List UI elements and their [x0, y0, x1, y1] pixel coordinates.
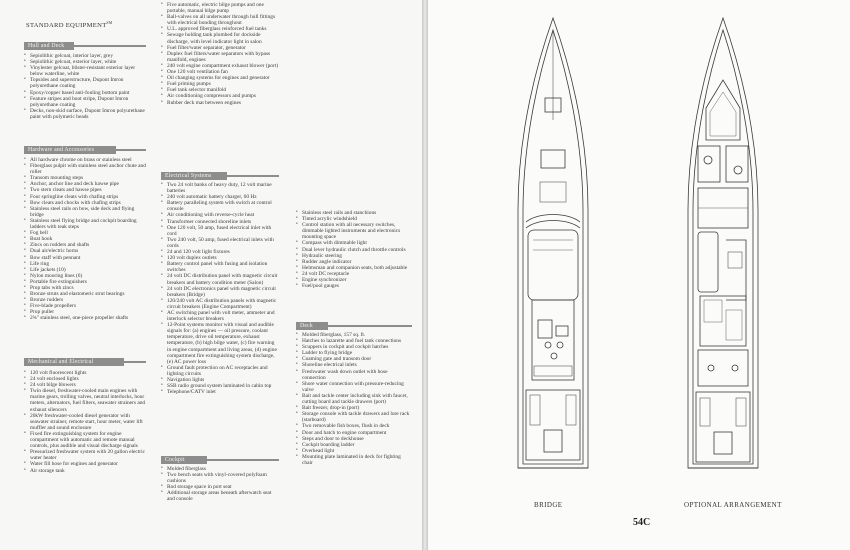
list-item: • Cockpit boarding ladder [296, 442, 412, 448]
list-item: • Two 24 volt banks of heavy duty, 12 volt marine batteries [161, 182, 279, 194]
list-item: • 120/240 volt AC distribution panels with magnetic circuit breakers (Engine Compartment) [161, 298, 279, 310]
list-item: • Fixed fire extinguishing system for engine compartment with automatic and remote manual controls, plus audible and visual discharge signals [24, 431, 146, 449]
list-item: • Bronze rudders [24, 297, 146, 303]
list-item: • Ladder to flying bridge [296, 350, 412, 356]
list-item: • Bow cleats and chocks with chafing strips [24, 200, 146, 206]
electrical-list [161, 182, 279, 395]
list-item: • Control station with all necessary switches, dimmable lighted instruments and electronics mounting space [296, 222, 412, 240]
section-rule [74, 45, 146, 47]
list-item: • Fuel/pool gauges [296, 283, 412, 289]
section-title-hull: Hull and Deck [24, 42, 74, 50]
list-item: • Tinted acrylic windshield [296, 216, 412, 222]
list-item: • Mounting plate laminated in deck for fighting chair [296, 454, 412, 466]
page-heading [26, 21, 112, 29]
page-number: 54C [633, 517, 651, 528]
caption-bridge: BRIDGE [534, 501, 563, 509]
list-item: • Shore water connection with pressure-reducing valve [296, 381, 412, 393]
list-item: • Nylon mooring lines (6) [24, 273, 146, 279]
list-item: • Rudder angle indicator [296, 259, 412, 265]
list-item: • Epoxy/copper based anti-fouling bottom paint [24, 90, 146, 96]
list-item: • 24 and 120 volt light fixtures [161, 249, 279, 255]
list-item: • Two removable fish boxes, flush in deck [296, 423, 412, 429]
list-item: • Fuel filter/water separator, generator [161, 45, 279, 51]
list-item: • Transformer connected shoreline inlets [161, 219, 279, 225]
list-item: • Bronze struts and elastomeric strut bearings [24, 291, 146, 297]
section-rule [328, 325, 412, 327]
section-title-deck: Deck [296, 322, 328, 330]
hardware-list [24, 157, 146, 322]
list-item: • U.L. approved fiberglass reinforced fuel tanks [161, 26, 279, 32]
section-title-mechanical: Mechanical and Electrical [24, 358, 124, 366]
list-item: • Five-blade propellers [24, 303, 146, 309]
list-item: • 240 volt automatic battery charger, 60 Hz [161, 194, 279, 200]
list-item: • Coaming gate and transom door [296, 356, 412, 362]
list-item: • Sepiolithic gelcoat, exterior layer, white [24, 59, 146, 65]
list-item: • Shoreline electrical inlets [296, 362, 412, 368]
list-item: • Telephone/CATV inlet [161, 389, 279, 395]
list-item: • Oil changing systems for engines and generator [161, 75, 279, 81]
list-item: • Prop puller [24, 309, 146, 315]
list-item: • Air storage tank [24, 468, 146, 474]
list-item: • Battery paralleling system with switch at control console [161, 200, 279, 212]
list-item: • 24 volt bilge blowers [24, 382, 146, 388]
list-item: • Overhead light [296, 448, 412, 454]
list-item: • Decks, non-skid surface, Dupont Imron polyurethane paint with polymeric beads [24, 108, 146, 120]
list-item: • 24 volt DC receptacle [296, 271, 412, 277]
section-title-cockpit: Cockpit [161, 456, 207, 464]
list-item: • Anchor, anchor line and deck hawse pipe [24, 181, 146, 187]
list-item: • Molded fiberglass, 157 sq. ft. [296, 332, 412, 338]
list-item: • 2¾" stainless steel, one-piece propeller shafts [24, 315, 146, 321]
list-item: • Bow staff with pennant [24, 255, 146, 261]
list-item: • Fuel tank selector manifold [161, 87, 279, 93]
section-title-hardware: Hardware and Accessories [24, 146, 116, 154]
list-item: • Sewage holding tank plumbed for dockside discharge, with level indicator light in salon [161, 32, 279, 44]
list-item: • Storage console with tackle drawers and lure rack (starboard) [296, 411, 412, 423]
list-item: • Twin diesel, freshwater-cooled main engines with marine gears, trolling valves, neutral interlocks, hour meters, alternators, fuel filters, seawater strainers and exhaust silencers [24, 388, 146, 412]
list-item: • Feature stripes and boot stripe, Dupont Imron polyurethane coating [24, 96, 146, 108]
list-item: • Engine synchronizer [296, 277, 412, 283]
caption-optional-arrangement: OPTIONAL ARRANGEMENT [684, 501, 782, 509]
list-item: • Freshwater wash down outlet with hose connection [296, 369, 412, 381]
list-item: • Dual lever hydraulic clutch and throttle controls [296, 247, 412, 253]
list-item: • Navigation lights [161, 377, 279, 383]
bridge-plan [518, 18, 588, 468]
cockpit-list [161, 466, 279, 503]
list-item: • Steps and door to deckhouse [296, 436, 412, 442]
list-item: • Transom mounting steps [24, 175, 146, 181]
list-item: • Air conditioning compressors and pumps [161, 93, 279, 99]
list-item: • Topsides and superstructure, Dupont Imron polyurethane coating [24, 77, 146, 89]
list-item: • 120 volt duplex outlets [161, 255, 279, 261]
list-item: • Zincs on rudders and shafts [24, 242, 146, 248]
section-rule [207, 459, 279, 461]
list-item: • Prop tabs with zincs [24, 285, 146, 291]
hull-list [24, 53, 146, 120]
list-item: • Five automatic, electric bilge pumps and one portable, manual bilge pump [161, 2, 279, 14]
section-rule [227, 175, 279, 177]
section-rule [116, 149, 146, 151]
list-item: • Bait and tackle center including sink with faucet, cutting board and tackle drawers (port) [296, 393, 412, 405]
list-item: • Scuppers in cockpit and cockpit hatches [296, 344, 412, 350]
list-item: • Two bench seats with vinyl-covered polyfoam cushions [161, 472, 279, 484]
list-item: • Four springline cleats with chafing strips [24, 194, 146, 200]
deck-list [296, 332, 412, 466]
list-item: • Stainless steel rails and stanchions [296, 210, 412, 216]
list-item: • Life ring [24, 261, 146, 267]
list-item: • Molded fiberglass [161, 466, 279, 472]
list-item: • Fiberglass pulpit with stainless steel anchor chute and roller [24, 163, 146, 175]
list-item: • 120 volt fluorescent lights [24, 370, 146, 376]
section-title-electrical: Electrical Systems [161, 172, 227, 180]
list-item: • SSB radio ground system laminated in cabin top [161, 383, 279, 389]
list-item: • Rubber deck mat between engines [161, 100, 279, 106]
list-item: • Boat hook [24, 236, 146, 242]
list-item: • 240 volt engine compartment exhaust blower (port) [161, 63, 279, 69]
list-item: • Life jackets (10) [24, 267, 146, 273]
deck-plan-svg [428, 0, 850, 550]
plumbing-list [161, 2, 279, 106]
list-item: • Two stern cleats and hawse pipes [24, 187, 146, 193]
list-item: • Portable fire extinguishers [24, 279, 146, 285]
list-item: • Duplex fuel filters/water separators with bypass manifold, engines [161, 51, 279, 63]
list-item: • Vinylester gelcoat, blister-resistant exterior layer below waterline, white [24, 65, 146, 77]
list-item: • Sepiolithic gelcoat, interior layer, grey [24, 53, 146, 59]
optional-arrangement-plan [688, 18, 758, 468]
list-item: • Compass with dimmable light [296, 240, 412, 246]
list-item: • Air conditioning with reverse-cycle heat [161, 212, 279, 218]
list-item: • AC switching panel with volt meter, ammeter and interlock selector breakers [161, 310, 279, 322]
list-item: • Pressurized freshwater system with 20 gallon electric water heater [24, 449, 146, 461]
list-item: • Additional storage areas beneath afterwatch seat and console [161, 490, 279, 502]
list-item: • Hatches to lazarette and fuel tank connections [296, 338, 412, 344]
list-item: • Water fill hose for engines and generator [24, 461, 146, 467]
list-item: • Fog bell [24, 230, 146, 236]
list-item: • 20kW freshwater-cooled diesel generator with seawater strainer, remote start, hour meter, water lift muffler and sound enclosure [24, 413, 146, 431]
list-item: • 24 volt enclosed lights [24, 376, 146, 382]
list-item: • 24 volt DC electronics panel with magnetic circuit breakers (Bridge) [161, 286, 279, 298]
list-item: • Dual air/electric horns [24, 248, 146, 254]
heading-mark: SM [106, 21, 113, 25]
list-item: • Stainless steel rails on bow, side deck and flying bridge [24, 206, 146, 218]
list-item: • Bait freezer, drop-in (port) [296, 405, 412, 411]
list-item: • Battery control panel with fusing and isolation switches [161, 261, 279, 273]
mechanical-list [24, 370, 146, 474]
list-item: • All hardware chrome on brass or stainless steel [24, 157, 146, 163]
list-item: • One 120 volt ventilation fan [161, 69, 279, 75]
bridge-list [296, 210, 412, 289]
list-item: • Hydraulic steering [296, 253, 412, 259]
list-item: • Ground fault protection on AC receptacles and lighting circuits [161, 365, 279, 377]
section-rule [124, 361, 146, 363]
heading-text: STANDARD EQUIPMENT [26, 22, 107, 30]
list-item: • Helmsman and companion seats, both adjustable [296, 265, 412, 271]
deck-plan-diagrams [428, 0, 850, 550]
list-item: • Rod storage space in port seat [161, 484, 279, 490]
list-item: • Two 240 volt, 50 amp, fused electrical inlets with cords [161, 237, 279, 249]
list-item: • Ball-valves on all underwater through hull fittings with electrical bonding throughout [161, 14, 279, 26]
list-item: • One 120 volt, 50 amp, fused electrical inlet with cord [161, 225, 279, 237]
list-item: • Fuel priming pumps [161, 81, 279, 87]
list-item: • Stainless steel flying bridge and cockpit boarding ladders with teak steps [24, 218, 146, 230]
list-item: • Door and hatch to engine compartment [296, 430, 412, 436]
list-item: • 24 volt DC distribution panel with magnetic circuit breakers and battery condition meter (Salon) [161, 273, 279, 285]
list-item: • 12-Point systems monitor with visual and audible signals for: (a) engines — oil pressure, coolant temperature, drive oil temperature, exhaust temperature, (b) high bilge water, (c) fire warning in engine compartment and living areas, (d) engine compartment fire extinguishing system discharge, (e) AC power loss [161, 322, 279, 365]
